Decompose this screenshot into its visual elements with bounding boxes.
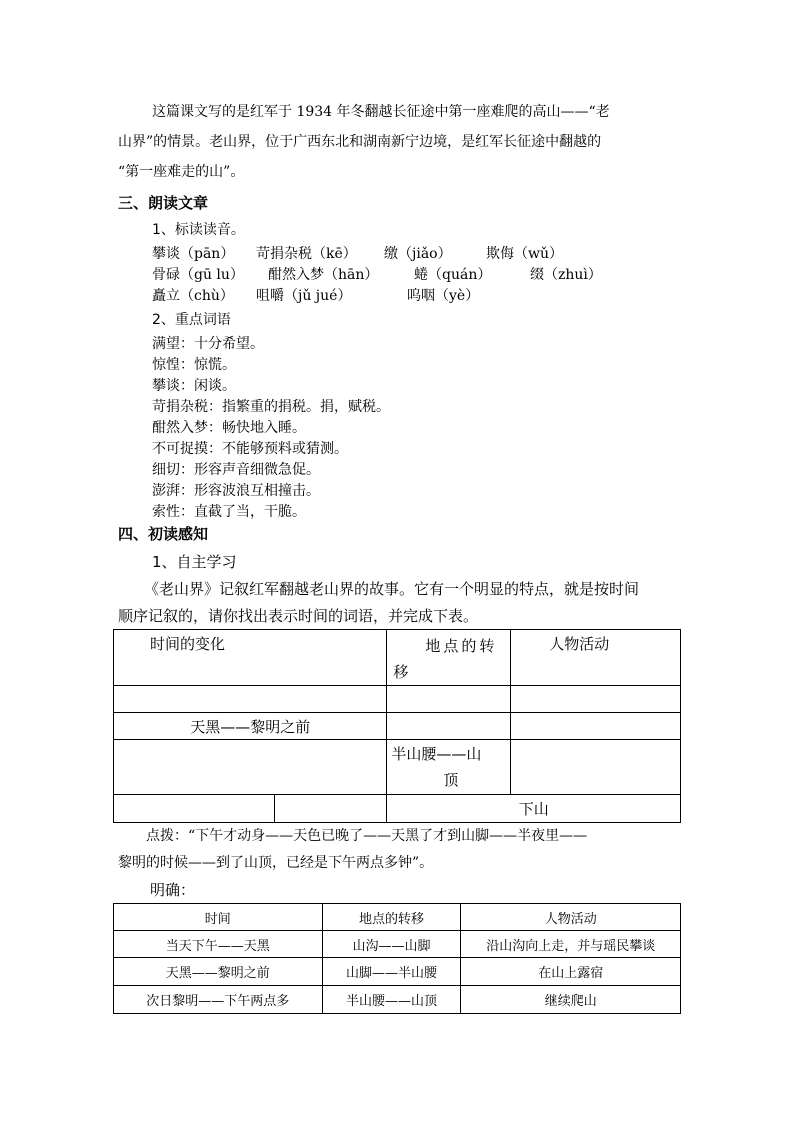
pron-item: 苛捐杂税（kē） — [256, 246, 357, 262]
term-definition: 苛捐杂税：指繁重的捐税。捐，赋税。 — [152, 399, 390, 415]
pron-item: 呜咽（yè） — [407, 288, 480, 304]
intro-line-2: 山界”的情景。老山界，位于广西东北和湖南新宁边境，是红军长征途中翻越的 — [118, 134, 602, 150]
answer-table — [113, 903, 681, 1014]
hint-line-2: 黎明的时候——到了山顶，已经是下午两点多钟”。 — [118, 855, 434, 871]
term-definition: 索性：直截了当，干脆。 — [152, 504, 306, 520]
table-cell — [114, 686, 387, 713]
hint-line-1: 点拨：“下午才动身——天色已晚了——天黑了才到山脚——半夜里—— — [146, 828, 588, 844]
clarify-label: 明确： — [150, 881, 196, 899]
table-cell: 半山腰——山顶 — [322, 986, 461, 1014]
table-cell — [511, 686, 681, 713]
table-cell: 山沟——山脚 — [322, 931, 461, 958]
pron-item: 骨碌（gū lu） — [152, 267, 244, 283]
fill-in-table — [113, 629, 681, 823]
term-definition: 不可捉摸：不能够预料或猜测。 — [152, 441, 348, 457]
table-cell: 沿山沟向上走，并与瑶民攀谈 — [461, 931, 681, 958]
pron-item: 蜷（quán） — [414, 267, 492, 283]
table-cell: 下山 — [387, 795, 681, 823]
term-definition: 攀谈：闲谈。 — [152, 378, 236, 394]
section3-sub2: 2、重点词语 — [152, 312, 231, 328]
pron-item: 缀（zhuì） — [530, 267, 602, 283]
table-cell: 天黑——黎明之前 — [114, 958, 323, 986]
section3-sub1: 1、标读读音。 — [152, 222, 245, 238]
table-row — [114, 686, 681, 713]
table-cell — [511, 713, 681, 740]
pron-item: 咀嚼（jǔ jué） — [256, 288, 352, 304]
table-row — [114, 958, 681, 986]
term-definition: 酣然入梦：畅快地入睡。 — [152, 420, 306, 436]
table-row — [114, 740, 681, 795]
section4-heading: 四、初读感知 — [118, 525, 209, 543]
table-header: 时间 — [114, 904, 323, 931]
table-cell: 半山腰——山 顶 — [387, 740, 511, 795]
section4-para-line-2: 顺序记叙的，请你找出表示时间的词语，并完成下表。 — [118, 607, 479, 625]
table-row — [114, 931, 681, 958]
pron-item: 攀谈（pān） — [152, 246, 235, 262]
header-activity: 人物活动 — [511, 630, 681, 686]
table-cell: 次日黎明——下午两点多 — [114, 986, 323, 1014]
pron-item: 矗立（chù） — [152, 288, 234, 304]
table-cell — [274, 795, 387, 823]
section4-sub1: 1、自主学习 — [152, 553, 237, 571]
intro-line-3: “第一座难走的山”。 — [118, 164, 245, 180]
table-cell — [114, 740, 387, 795]
section4-para-line-1: 《老山界》记叙红军翻越老山界的故事。它有一个明显的特点，就是按时间 — [144, 580, 640, 598]
table-header: 人物活动 — [461, 904, 681, 931]
table-cell — [387, 686, 511, 713]
table-cell — [387, 713, 511, 740]
table-row — [114, 795, 681, 823]
term-definition: 惊惶：惊慌。 — [152, 357, 236, 373]
term-definition: 满望：十分希望。 — [152, 336, 264, 352]
table-row — [114, 904, 681, 931]
header-time-change: 时间的变化 — [114, 630, 387, 686]
table-row — [114, 986, 681, 1014]
table-cell — [114, 795, 275, 823]
header-place-change: 地点的转 移 — [387, 630, 511, 686]
table-header: 地点的转移 — [322, 904, 461, 931]
term-definition: 澎湃：形容波浪互相撞击。 — [152, 483, 320, 499]
section3-heading: 三、朗读文章 — [118, 194, 209, 212]
table-row — [114, 630, 681, 686]
table-cell: 山脚——半山腰 — [322, 958, 461, 986]
intro-line-1: 这篇课文写的是红军于 1934 年冬翻越长征途中第一座难爬的高山——“老 — [152, 104, 610, 120]
table-cell: 继续爬山 — [461, 986, 681, 1014]
pron-item: 酣然入梦（hān） — [268, 267, 379, 283]
table-cell: 在山上露宿 — [461, 958, 681, 986]
pron-item: 缴（jiǎo） — [384, 246, 452, 262]
table-row — [114, 713, 681, 740]
pron-item: 欺侮（wǔ） — [486, 246, 563, 262]
table-cell: 当天下午——天黑 — [114, 931, 323, 958]
table-cell — [511, 740, 681, 795]
table-cell: 天黑——黎明之前 — [114, 713, 387, 740]
term-definition: 细切：形容声音细微急促。 — [152, 462, 320, 478]
